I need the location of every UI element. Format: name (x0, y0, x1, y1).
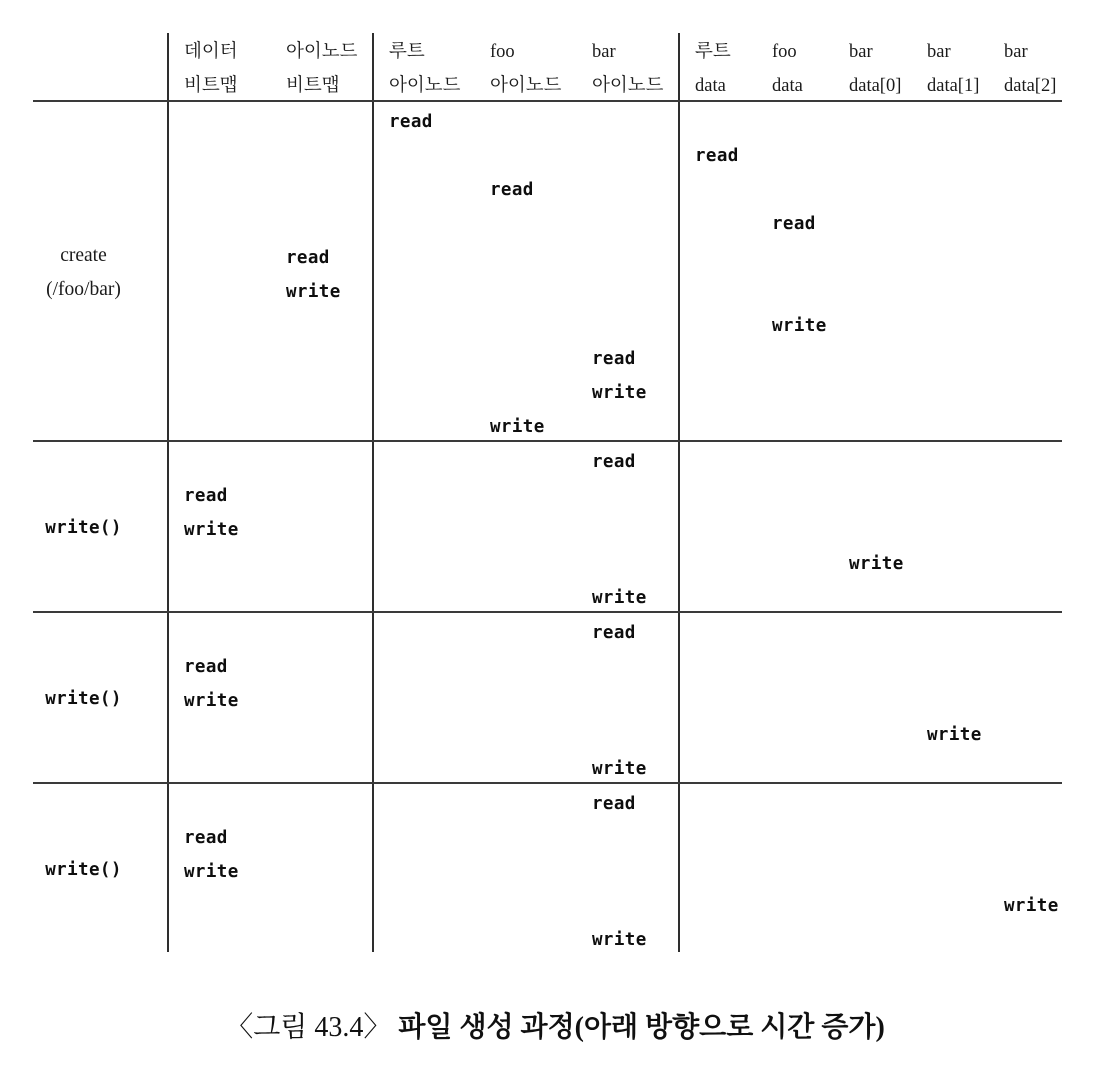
column-header-data-bitmap (184, 35, 238, 103)
column-header-foo-data (772, 35, 803, 103)
row-label-line: create (60, 245, 107, 266)
op-write-inode-bitmap: write (286, 282, 341, 302)
column-divider-line (372, 33, 374, 952)
op-read-bar-inode: read (592, 623, 636, 643)
figure-caption (0, 1008, 1110, 1048)
op-write-bar-inode: write (592, 383, 647, 403)
column-header-line: 루트 (389, 42, 425, 62)
column-header-line: data[2] (1004, 76, 1057, 96)
op-read-root-inode: read (389, 112, 433, 132)
row-label-write-1 (0, 517, 167, 539)
column-header-line: foo (772, 42, 797, 62)
column-header-line: data (772, 76, 803, 96)
column-header-line: bar (849, 42, 873, 62)
op-read-data-bitmap: read (184, 486, 228, 506)
column-header-bar-data-0 (849, 35, 901, 103)
column-header-root-inode (389, 35, 460, 103)
op-write-bar-data-0: write (849, 554, 904, 574)
column-header-line: 비트맵 (286, 76, 340, 96)
op-write-data-bitmap: write (184, 520, 239, 540)
row-label-write-3 (0, 859, 167, 881)
column-header-bar-data-1 (927, 35, 979, 103)
row-label-create (0, 239, 167, 307)
op-read-bar-inode: read (592, 452, 636, 472)
column-header-line: 아이노드 (592, 76, 664, 96)
op-read-inode-bitmap: read (286, 248, 330, 268)
column-header-line: 아이노드 (389, 76, 461, 96)
figure-caption-title: 파일 생성 과정(아래 방향으로 시간 증가) (391, 1012, 885, 1043)
row-label-line: write() (45, 518, 122, 538)
op-read-root-data: read (695, 146, 739, 166)
column-header-line: bar (927, 42, 951, 62)
column-header-line: bar (1004, 42, 1028, 62)
row-label-write-2 (0, 688, 167, 710)
column-header-line: 비트맵 (184, 76, 238, 96)
column-header-line: 루트 (695, 42, 731, 62)
op-write-data-bitmap: write (184, 691, 239, 711)
column-header-line: data (695, 76, 726, 96)
op-read-data-bitmap: read (184, 828, 228, 848)
op-write-bar-inode: write (592, 588, 647, 608)
op-write-foo-inode: write (490, 417, 545, 437)
column-header-line: data[1] (927, 76, 980, 96)
op-read-bar-inode: read (592, 349, 636, 369)
op-write-foo-data: write (772, 316, 827, 336)
op-write-bar-data-1: write (927, 725, 982, 745)
column-header-line: 데이터 (184, 42, 238, 62)
column-header-root-data (695, 35, 731, 103)
column-header-bar-inode (592, 35, 663, 103)
column-header-line: 아이노드 (286, 42, 358, 62)
op-read-bar-inode: read (592, 794, 636, 814)
column-header-line: foo (490, 42, 515, 62)
op-read-data-bitmap: read (184, 657, 228, 677)
op-write-bar-data-2: write (1004, 896, 1059, 916)
row-label-line: (/foo/bar) (46, 279, 121, 300)
column-header-foo-inode (490, 35, 561, 103)
column-header-line: 아이노드 (490, 76, 562, 96)
row-divider-line (33, 611, 1062, 613)
row-divider-line (33, 440, 1062, 442)
op-read-foo-data: read (772, 214, 816, 234)
op-write-bar-inode: write (592, 759, 647, 779)
column-divider-line (167, 33, 169, 952)
row-label-line: write() (45, 689, 122, 709)
op-write-data-bitmap: write (184, 862, 239, 882)
column-divider-line (678, 33, 680, 952)
column-header-line: data[0] (849, 76, 902, 96)
op-read-foo-inode: read (490, 180, 534, 200)
row-divider-line (33, 782, 1062, 784)
column-header-line: bar (592, 42, 616, 62)
figure-caption-number: 〈그림 43.4〉 (225, 1012, 392, 1043)
op-write-bar-inode: write (592, 930, 647, 950)
column-header-inode-bitmap (286, 35, 357, 103)
column-header-bar-data-2 (1004, 35, 1056, 103)
row-label-line: write() (45, 860, 122, 880)
